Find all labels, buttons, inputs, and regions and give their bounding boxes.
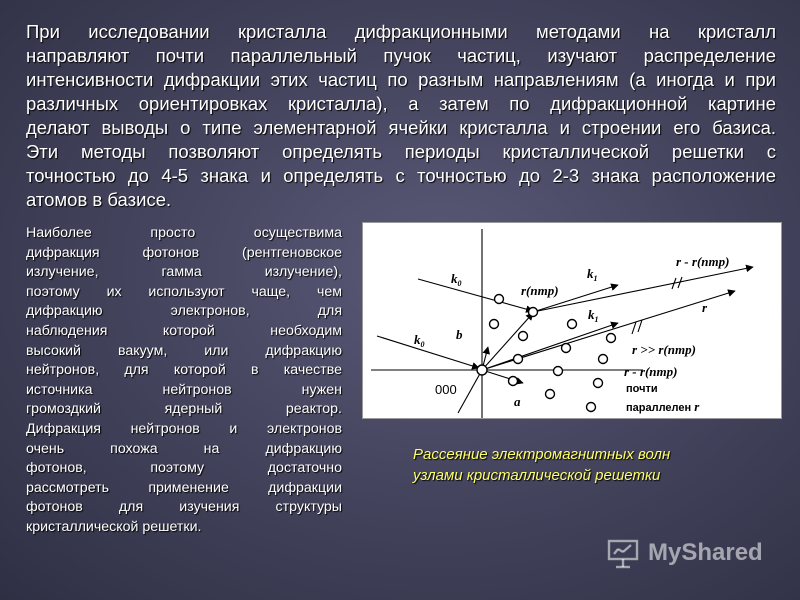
label-k1-mid: $k_1$ (588, 307, 599, 324)
side-line: кристаллической решетки. (26, 518, 202, 535)
side-line: дифракцию электронов, для (26, 303, 342, 320)
main-paragraph (26, 20, 776, 212)
diffraction-diagram-svg (363, 223, 781, 418)
label-k0-bottom: $k_0$ (414, 332, 425, 349)
lattice-node (495, 295, 504, 304)
beam-r-minus-top (533, 267, 753, 312)
break-mark (632, 322, 636, 334)
lattice-node (587, 403, 596, 412)
label-pochti: почти (626, 383, 658, 395)
lattice-node (554, 367, 563, 376)
lattice-node (519, 332, 528, 341)
side-line: громоздкий ядерный реактор. (26, 401, 342, 418)
label-r: r (702, 300, 708, 315)
side-line: фотонов, поэтому достаточно (26, 460, 342, 477)
side-line: наблюдения которой необходим (26, 322, 342, 339)
watermark-text: MyShared (648, 539, 763, 566)
presentation-board-icon (606, 536, 640, 570)
lattice-node (546, 390, 555, 399)
label-parallelen: параллелен r (626, 399, 700, 414)
main-line: интенсивности дифракции этих частиц по разным направлениям (а иногда и при (26, 69, 776, 90)
label-k0-top: $k_0$ (451, 271, 462, 288)
lattice-node (490, 320, 499, 329)
label-origin: 000 (435, 382, 457, 397)
lattice-node (509, 377, 518, 386)
caption-line: Рассеяние электромагнитных волн (413, 446, 671, 463)
side-line: высокий вакуум, или дифракцию (26, 342, 342, 359)
incident-beam-k0-top (418, 279, 533, 311)
main-line: При исследовании кристалла дифракционными методами на кристалл (26, 21, 776, 42)
side-line: нейтронов, для которой в качестве (26, 362, 342, 379)
side-line: фотонов для изучения структуры (26, 499, 342, 516)
label-r-minus-bottom: r - r(nmp) (624, 364, 678, 379)
label-a: a (514, 394, 521, 409)
myshared-watermark (606, 533, 786, 573)
main-line: делают выводы о типе элементарной ячейки кристалла и строении его базиса. (26, 117, 776, 138)
side-line: источника нейтронов нужен (26, 381, 342, 398)
main-line: различных ориентировках кристалла), а затем по дифракционной картине (26, 93, 776, 114)
main-line: атомов в базисе. (26, 189, 172, 210)
label-b: b (456, 327, 463, 342)
lattice-node (594, 379, 603, 388)
side-line: поэтому их используют чаще, чем (26, 283, 342, 300)
main-line: точностью до 4-5 знака и определять с точностью до 2-3 знака расположение (26, 165, 776, 186)
side-line: излучение, гамма излучение), (26, 264, 342, 281)
side-paragraph (26, 224, 342, 538)
main-line: Эти методы позволяют определять периоды кристаллической решетки с (26, 141, 776, 162)
lattice-node (529, 308, 538, 317)
side-line: дифракция фотонов (рентгеновское (26, 244, 342, 261)
side-line: очень похожа на дифракцию (26, 440, 342, 457)
axis-diagonal (458, 370, 482, 413)
lattice-node (477, 365, 487, 375)
lattice-node (562, 344, 571, 353)
lattice-node (599, 355, 608, 364)
label-k1-top: $k_1$ (587, 266, 598, 283)
label-r-nmp: r(nmp) (521, 283, 559, 298)
caption-line: узлами кристаллической решетки (413, 467, 661, 484)
label-r-minus-top: r - r(nmp) (676, 254, 730, 269)
main-line: направляют почти параллельный пучок частиц, изучают распределение (26, 45, 776, 66)
side-line: Дифракция нейтронов и электронов (26, 420, 342, 437)
side-line: Наиболее просто осуществима (26, 225, 342, 241)
lattice-node (568, 320, 577, 329)
side-line: рассмотреть применение дифракции (26, 479, 342, 496)
lattice-node (514, 355, 523, 364)
break-mark (638, 320, 642, 332)
incident-beam-k0-bottom (377, 336, 479, 368)
diagram-caption (413, 444, 753, 486)
diffraction-diagram (362, 222, 782, 419)
lattice-node (607, 334, 616, 343)
label-r-gg: r >> r(nmp) (632, 342, 696, 357)
